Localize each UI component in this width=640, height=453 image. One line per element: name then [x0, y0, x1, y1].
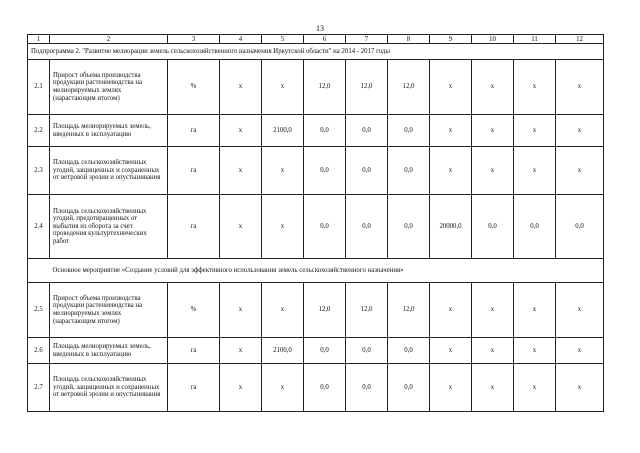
value-cell: 0,0 — [388, 338, 430, 364]
indicator-name: Прирост объема производства продукции растениеводства на мелиорируемых землях (нарастающим итогом) — [50, 60, 168, 115]
unit-cell: га — [168, 338, 220, 364]
column-number: 12 — [556, 35, 604, 44]
value-cell: 0,0 — [346, 338, 388, 364]
value-cell: 0,0 — [304, 195, 346, 259]
row-number: 2.5 — [28, 283, 50, 338]
value-cell: х — [430, 147, 472, 195]
unit-cell: % — [168, 60, 220, 115]
value-cell: 0,0 — [556, 195, 604, 259]
value-cell: 0,0 — [388, 195, 430, 259]
unit-cell: % — [168, 283, 220, 338]
page-number: 13 — [316, 24, 324, 33]
column-number: 4 — [220, 35, 262, 44]
value-cell: 12,0 — [388, 283, 430, 338]
subprogram-indicators — [28, 60, 604, 259]
value-cell: 0,0 — [304, 338, 346, 364]
value-cell: х — [220, 60, 262, 115]
row-number: 2.7 — [28, 364, 50, 412]
value-cell: 0,0 — [388, 147, 430, 195]
indicator-name: Прирост объема производства продукции растениеводства на мелиорируемых землях (нарастающим итогом) — [50, 283, 168, 338]
indicator-name: Площадь сельскохозяйственных угодий, защищенных и сохраненных от ветровой эрозии и опустынивания — [50, 364, 168, 412]
column-number: 6 — [304, 35, 346, 44]
value-cell: 0,0 — [346, 147, 388, 195]
value-cell: х — [262, 60, 304, 115]
value-cell: х — [514, 60, 556, 115]
value-cell: 2100,0 — [262, 338, 304, 364]
value-cell: х — [514, 147, 556, 195]
indicator-row — [28, 195, 604, 259]
unit-cell: га — [168, 147, 220, 195]
value-cell: х — [472, 147, 514, 195]
column-number-row — [28, 35, 604, 44]
value-cell: 12,0 — [346, 283, 388, 338]
value-cell: 0,0 — [304, 364, 346, 412]
value-cell: 12,0 — [304, 283, 346, 338]
main-event-title: Основное мероприятие «Создание условий для эффективного использования земель сельскохозяйственного назначения» — [50, 259, 604, 283]
value-cell: 0,0 — [304, 115, 346, 147]
value-cell: 0,0 — [346, 195, 388, 259]
row-number: 2.3 — [28, 147, 50, 195]
value-cell: х — [430, 364, 472, 412]
value-cell: х — [556, 147, 604, 195]
row-number: 2.1 — [28, 60, 50, 115]
value-cell: х — [430, 338, 472, 364]
indicator-name: Площадь мелиорируемых земель, введенных в эксплуатацию — [50, 338, 168, 364]
value-cell: 0,0 — [514, 195, 556, 259]
value-cell: 2100,0 — [262, 115, 304, 147]
value-cell: х — [514, 283, 556, 338]
value-cell: х — [220, 115, 262, 147]
subprogram-row — [28, 44, 604, 60]
value-cell: х — [514, 338, 556, 364]
value-cell: х — [472, 364, 514, 412]
unit-cell: га — [168, 115, 220, 147]
column-number: 5 — [262, 35, 304, 44]
value-cell: х — [556, 283, 604, 338]
main-event-row — [28, 259, 604, 283]
value-cell: 0,0 — [304, 147, 346, 195]
value-cell: х — [220, 364, 262, 412]
row-number: 2.4 — [28, 195, 50, 259]
value-cell: х — [472, 115, 514, 147]
column-number: 2 — [50, 35, 168, 44]
value-cell: х — [556, 115, 604, 147]
row-number: 2.2 — [28, 115, 50, 147]
value-cell: 0,0 — [472, 195, 514, 259]
value-cell: х — [262, 147, 304, 195]
column-number: 10 — [472, 35, 514, 44]
value-cell: х — [262, 195, 304, 259]
value-cell: х — [472, 283, 514, 338]
indicator-row — [28, 147, 604, 195]
value-cell: х — [514, 115, 556, 147]
value-cell: х — [472, 338, 514, 364]
subprogram-title: Подпрограмма 2. "Развитие мелиорации земель сельскохозяйственного назначения Иркутской области" на 2014 - 2017 годы — [28, 44, 604, 60]
indicator-name: Площадь сельскохозяйственных угодий, предотвращенных от выбытия из оборота за счет проведения культуртехнических работ — [50, 195, 168, 259]
column-number: 3 — [168, 35, 220, 44]
value-cell: 20000,0 — [430, 195, 472, 259]
value-cell: х — [220, 283, 262, 338]
column-number: 8 — [388, 35, 430, 44]
value-cell: х — [472, 60, 514, 115]
indicator-row — [28, 60, 604, 115]
indicators-table — [27, 34, 604, 412]
value-cell: 0,0 — [346, 115, 388, 147]
indicator-row — [28, 338, 604, 364]
value-cell: х — [556, 60, 604, 115]
value-cell: х — [220, 195, 262, 259]
value-cell: 12,0 — [346, 60, 388, 115]
value-cell: 0,0 — [388, 115, 430, 147]
value-cell: 0,0 — [346, 364, 388, 412]
value-cell: х — [220, 338, 262, 364]
column-number: 11 — [514, 35, 556, 44]
value-cell: х — [262, 364, 304, 412]
unit-cell: га — [168, 195, 220, 259]
column-number: 9 — [430, 35, 472, 44]
indicator-row — [28, 283, 604, 338]
indicator-row — [28, 364, 604, 412]
value-cell: х — [220, 147, 262, 195]
row-number: 2.6 — [28, 338, 50, 364]
column-number: 1 — [28, 35, 50, 44]
value-cell: х — [262, 283, 304, 338]
value-cell: 0,0 — [388, 364, 430, 412]
value-cell: х — [430, 60, 472, 115]
value-cell: 12,0 — [304, 60, 346, 115]
indicator-row — [28, 115, 604, 147]
value-cell: 12,0 — [388, 60, 430, 115]
value-cell: х — [430, 115, 472, 147]
value-cell: х — [430, 283, 472, 338]
unit-cell: га — [168, 364, 220, 412]
value-cell: х — [514, 364, 556, 412]
indicator-name: Площадь сельскохозяйственных угодий, защищенных и сохраненных от ветровой эрозии и опустынивания — [50, 147, 168, 195]
value-cell: х — [556, 338, 604, 364]
value-cell: х — [556, 364, 604, 412]
indicator-name: Площадь мелиорируемых земель, введенных в эксплуатацию — [50, 115, 168, 147]
main-event-indicators — [28, 283, 604, 412]
column-number: 7 — [346, 35, 388, 44]
